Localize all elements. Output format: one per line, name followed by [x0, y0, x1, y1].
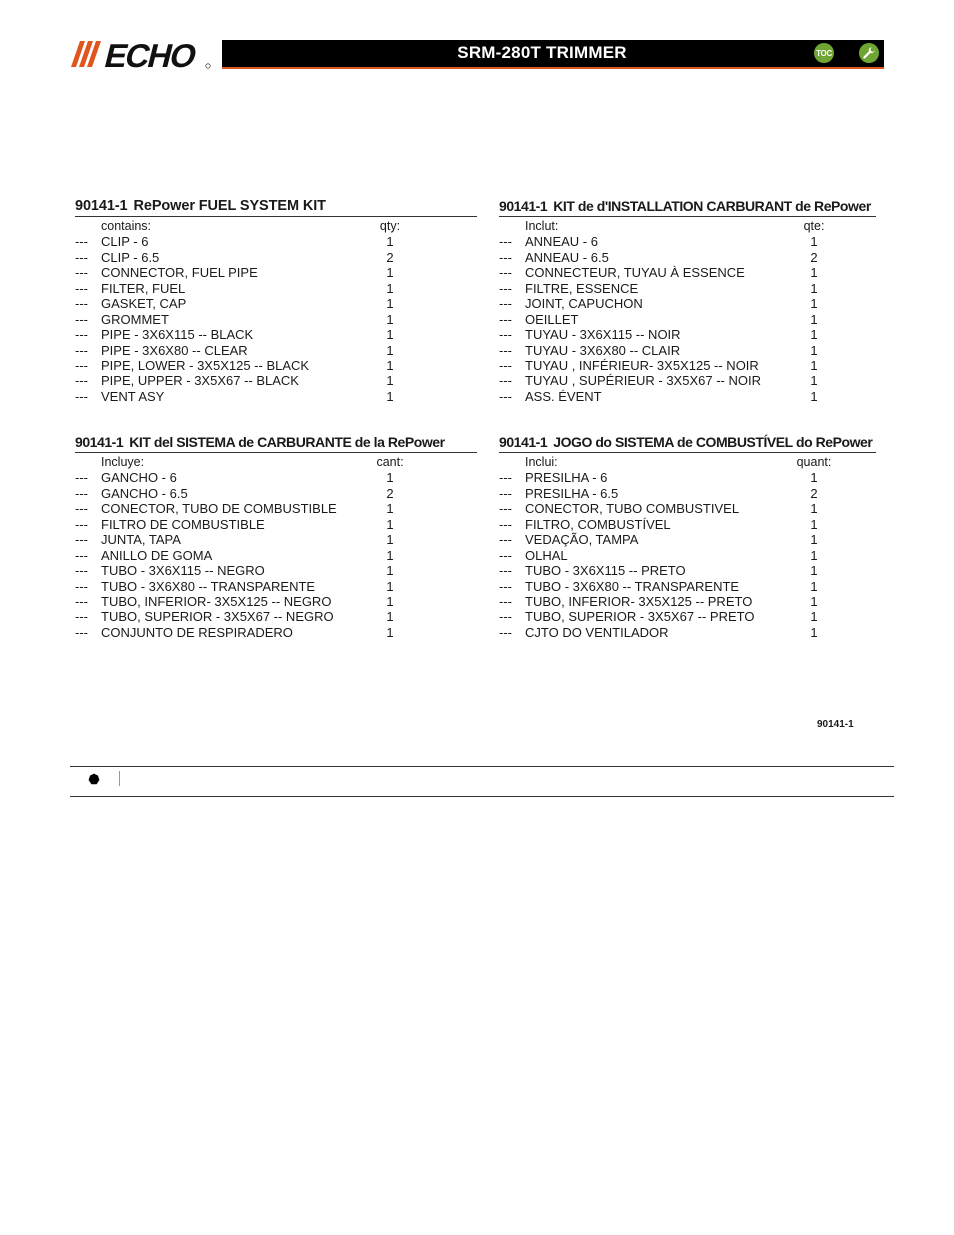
item-qty: 1	[810, 547, 818, 563]
item-qty: 1	[386, 547, 394, 563]
item-qty: 1	[810, 296, 818, 312]
item-description: VENT ASY	[101, 388, 165, 404]
item-qty: 1	[386, 624, 394, 640]
item-dash: ---	[75, 578, 88, 594]
item-qty: 1	[386, 593, 394, 609]
item-qty: 1	[810, 280, 818, 296]
item-qty: 1	[386, 265, 394, 281]
item-description: CLIP - 6.5	[101, 249, 160, 265]
item-dash: ---	[75, 624, 88, 640]
item-dash: ---	[75, 501, 88, 517]
item-dash: ---	[499, 532, 512, 548]
kit-section-english	[75, 198, 477, 404]
list-item	[75, 296, 477, 311]
kit-title-text: KIT de d'INSTALLATION CARBURANT de RePower	[553, 198, 871, 214]
item-qty: 1	[386, 609, 394, 625]
list-item	[75, 501, 477, 516]
item-dash: ---	[499, 485, 512, 501]
item-dash: ---	[499, 501, 512, 517]
item-qty: 1	[386, 280, 394, 296]
bullet-dot-icon	[88, 772, 100, 784]
item-description: CLIP - 6	[101, 234, 149, 250]
item-dash: ---	[499, 357, 512, 373]
kit-title	[499, 434, 876, 453]
item-dash: ---	[499, 470, 512, 486]
list-item	[499, 265, 876, 280]
item-qty: 1	[810, 388, 818, 404]
list-item	[499, 343, 876, 358]
page-title: SRM-280T TRIMMER	[457, 43, 627, 62]
item-dash: ---	[499, 547, 512, 563]
item-description: CONJUNTO DE RESPIRADERO	[101, 624, 293, 640]
item-description: JUNTA, TAPA	[101, 532, 181, 548]
list-item	[75, 327, 477, 342]
list-item	[499, 609, 876, 624]
list-item	[75, 548, 477, 563]
item-dash: ---	[75, 296, 88, 312]
item-qty: 1	[810, 624, 818, 640]
item-dash: ---	[499, 342, 512, 358]
item-dash: ---	[75, 373, 88, 389]
list-item	[499, 281, 876, 296]
item-qty: 1	[386, 532, 394, 548]
kit-title	[499, 198, 876, 217]
list-item	[75, 281, 477, 296]
item-description: GANCHO - 6.5	[101, 485, 188, 501]
item-description: PIPE - 3X6X80 -- CLEAR	[101, 342, 248, 358]
echo-logo	[68, 38, 216, 70]
item-description: FILTER, FUEL	[101, 280, 186, 296]
header-bar	[222, 40, 884, 69]
item-qty: 1	[810, 609, 818, 625]
kit-title	[75, 434, 477, 453]
list-item	[75, 532, 477, 547]
item-qty: 2	[386, 485, 394, 501]
item-description: TUBO, SUPERIOR - 3X5X67 -- NEGRO	[101, 609, 334, 625]
item-qty: 1	[810, 265, 818, 281]
item-description: TUBO - 3X6X115 -- PRETO	[525, 563, 686, 579]
list-item	[499, 470, 876, 485]
item-qty: 1	[810, 516, 818, 532]
item-dash: ---	[75, 280, 88, 296]
list-item	[499, 548, 876, 563]
item-dash: ---	[75, 532, 88, 548]
item-dash: ---	[75, 547, 88, 563]
item-dash: ---	[499, 249, 512, 265]
item-qty: 1	[810, 501, 818, 517]
contains-label: Incluye:	[101, 455, 145, 469]
kit-parts-list	[499, 455, 876, 640]
item-dash: ---	[75, 388, 88, 404]
item-description: CONECTOR, TUBO DE COMBUSTIBLE	[101, 501, 337, 517]
item-dash: ---	[499, 624, 512, 640]
item-description: PIPE, LOWER - 3X5X125 -- BLACK	[101, 357, 310, 373]
item-description: GANCHO - 6	[101, 470, 177, 486]
item-description: CONNECTOR, FUEL PIPE	[101, 265, 258, 281]
kit-section-spanish	[75, 434, 477, 640]
list-item	[499, 486, 876, 501]
list-item	[75, 486, 477, 501]
reference-number: 90141-1	[817, 719, 854, 730]
list-item	[499, 594, 876, 609]
list-item	[75, 358, 477, 373]
list-header	[75, 219, 477, 234]
item-description: TUYAU - 3X6X80 -- CLAIR	[525, 342, 681, 358]
kit-parts-list	[499, 219, 876, 404]
contains-label: Inclut:	[525, 219, 559, 233]
item-dash: ---	[499, 296, 512, 312]
item-dash: ---	[75, 311, 88, 327]
item-description: PIPE, UPPER - 3X5X67 -- BLACK	[101, 373, 299, 389]
kit-number: 90141-1	[75, 198, 128, 214]
list-item	[75, 470, 477, 485]
list-item	[75, 389, 477, 404]
item-dash: ---	[499, 327, 512, 343]
list-item	[75, 625, 477, 640]
item-description: TUBO, INFERIOR- 3X5X125 -- PRETO	[525, 593, 753, 609]
item-qty: 1	[810, 357, 818, 373]
item-dash: ---	[499, 234, 512, 250]
item-qty: 1	[386, 578, 394, 594]
logo-stripes	[71, 41, 101, 67]
list-item	[75, 373, 477, 388]
item-description: TUYAU , SUPÉRIEUR - 3X5X67 -- NOIR	[525, 373, 761, 389]
item-description: PRESILHA - 6.5	[525, 485, 619, 501]
item-qty: 1	[386, 501, 394, 517]
item-description: OLHAL	[525, 547, 568, 563]
item-dash: ---	[75, 249, 88, 265]
item-dash: ---	[75, 342, 88, 358]
item-qty: 1	[810, 373, 818, 389]
item-dash: ---	[75, 593, 88, 609]
item-description: CJTO DO VENTILADOR	[525, 624, 669, 640]
item-description: CONNECTEUR, TUYAU À ESSENCE	[525, 265, 745, 281]
item-qty: 1	[810, 234, 818, 250]
list-header	[75, 455, 477, 470]
list-item	[75, 312, 477, 327]
item-dash: ---	[499, 563, 512, 579]
item-description: TUBO, SUPERIOR - 3X5X67 -- PRETO	[525, 609, 755, 625]
qty-label: qte:	[803, 219, 825, 233]
kit-section-french	[499, 198, 876, 404]
contains-label: Inclui:	[525, 455, 558, 469]
item-qty: 2	[810, 485, 818, 501]
item-dash: ---	[75, 234, 88, 250]
item-qty: 1	[386, 357, 394, 373]
list-item	[499, 373, 876, 388]
item-dash: ---	[499, 388, 512, 404]
item-qty: 1	[386, 311, 394, 327]
item-qty: 1	[810, 327, 818, 343]
list-item	[499, 358, 876, 373]
list-item	[75, 594, 477, 609]
item-description: ASS. ÉVENT	[525, 388, 602, 404]
footer-divider-top	[70, 766, 894, 767]
item-dash: ---	[75, 609, 88, 625]
item-qty: 1	[810, 311, 818, 327]
list-item	[499, 327, 876, 342]
kit-number: 90141-1	[499, 434, 548, 450]
item-qty: 1	[810, 342, 818, 358]
item-dash: ---	[499, 593, 512, 609]
kit-title-text: RePower FUEL SYSTEM KIT	[133, 198, 326, 214]
list-item	[499, 296, 876, 311]
item-qty: 1	[386, 234, 394, 250]
item-qty: 1	[386, 342, 394, 358]
item-dash: ---	[75, 265, 88, 281]
item-description: PRESILHA - 6	[525, 470, 608, 486]
item-description: GROMMET	[101, 311, 169, 327]
list-item	[75, 563, 477, 578]
item-description: FILTRO, COMBUSTÍVEL	[525, 516, 671, 532]
qty-label: cant:	[376, 455, 404, 469]
item-dash: ---	[499, 516, 512, 532]
item-description: PIPE - 3X6X115 -- BLACK	[101, 327, 254, 343]
contains-label: contains:	[101, 219, 152, 233]
list-item	[75, 609, 477, 624]
item-dash: ---	[499, 265, 512, 281]
item-dash: ---	[499, 373, 512, 389]
toc-icon[interactable]	[814, 43, 834, 63]
item-description: TUBO - 3X6X115 -- NEGRO	[101, 563, 265, 579]
item-description: ANNEAU - 6.5	[525, 249, 609, 265]
item-qty: 2	[386, 249, 394, 265]
list-item	[499, 625, 876, 640]
item-description: GASKET, CAP	[101, 296, 187, 312]
item-dash: ---	[75, 516, 88, 532]
list-item	[499, 532, 876, 547]
list-item	[499, 389, 876, 404]
item-description: TUBO - 3X6X80 -- TRANSPARENTE	[525, 578, 740, 594]
wrench-icon[interactable]	[859, 43, 879, 63]
logo-text: ECHO	[100, 38, 200, 70]
item-dash: ---	[75, 357, 88, 373]
item-qty: 1	[386, 296, 394, 312]
list-item	[499, 579, 876, 594]
qty-label: quant:	[796, 455, 832, 469]
item-qty: 1	[386, 470, 394, 486]
item-dash: ---	[75, 470, 88, 486]
item-qty: 1	[386, 327, 394, 343]
item-dash: ---	[499, 609, 512, 625]
kit-title	[75, 198, 477, 217]
list-item	[75, 234, 477, 249]
item-qty: 2	[810, 249, 818, 265]
footer-divider-bottom	[70, 796, 894, 797]
item-qty: 1	[810, 593, 818, 609]
toc-label: TOC	[816, 48, 832, 58]
item-description: CONECTOR, TUBO COMBUSTIVEL	[525, 501, 740, 517]
item-dash: ---	[499, 311, 512, 327]
kit-title-text: KIT del SISTEMA de CARBURANTE de la RePower	[129, 434, 445, 450]
item-description: TUYAU , INFÉRIEUR- 3X5X125 -- NOIR	[525, 357, 759, 373]
item-description: TUYAU - 3X6X115 -- NOIR	[525, 327, 681, 343]
list-item	[499, 234, 876, 249]
list-item	[499, 563, 876, 578]
kit-parts-list	[75, 219, 477, 404]
item-qty: 1	[386, 516, 394, 532]
item-qty: 1	[386, 373, 394, 389]
list-header	[499, 219, 876, 234]
item-dash: ---	[75, 563, 88, 579]
list-item	[75, 343, 477, 358]
item-description: JOINT, CAPUCHON	[525, 296, 643, 312]
qty-label: qty:	[379, 219, 401, 233]
item-description: OEILLET	[525, 311, 579, 327]
item-dash: ---	[499, 280, 512, 296]
list-header	[499, 455, 876, 470]
list-item	[75, 265, 477, 280]
item-qty: 1	[810, 563, 818, 579]
kit-title-text: JOGO do SISTEMA de COMBUSTÍVEL do RePower	[553, 434, 873, 450]
item-description: FILTRE, ESSENCE	[525, 280, 639, 296]
list-item	[499, 312, 876, 327]
list-item	[499, 517, 876, 532]
footer-separator	[119, 771, 120, 786]
list-item	[75, 517, 477, 532]
item-dash: ---	[75, 485, 88, 501]
list-item	[499, 501, 876, 516]
item-qty: 1	[810, 532, 818, 548]
item-qty: 1	[386, 563, 394, 579]
list-item	[499, 250, 876, 265]
kit-parts-list	[75, 455, 477, 640]
item-description: ANNEAU - 6	[525, 234, 598, 250]
item-description: FILTRO DE COMBUSTIBLE	[101, 516, 265, 532]
item-dash: ---	[499, 578, 512, 594]
kit-number: 90141-1	[499, 198, 548, 214]
item-description: ANILLO DE GOMA	[101, 547, 213, 563]
item-qty: 1	[810, 470, 818, 486]
list-item	[75, 250, 477, 265]
kit-section-portuguese	[499, 434, 876, 640]
item-description: TUBO, INFERIOR- 3X5X125 -- NEGRO	[101, 593, 332, 609]
item-qty: 1	[810, 578, 818, 594]
item-description: TUBO - 3X6X80 -- TRANSPARENTE	[101, 578, 316, 594]
kit-number: 90141-1	[75, 434, 124, 450]
list-item	[75, 579, 477, 594]
item-dash: ---	[75, 327, 88, 343]
item-description: VEDAÇÃO, TAMPA	[525, 532, 639, 548]
item-qty: 1	[386, 388, 394, 404]
